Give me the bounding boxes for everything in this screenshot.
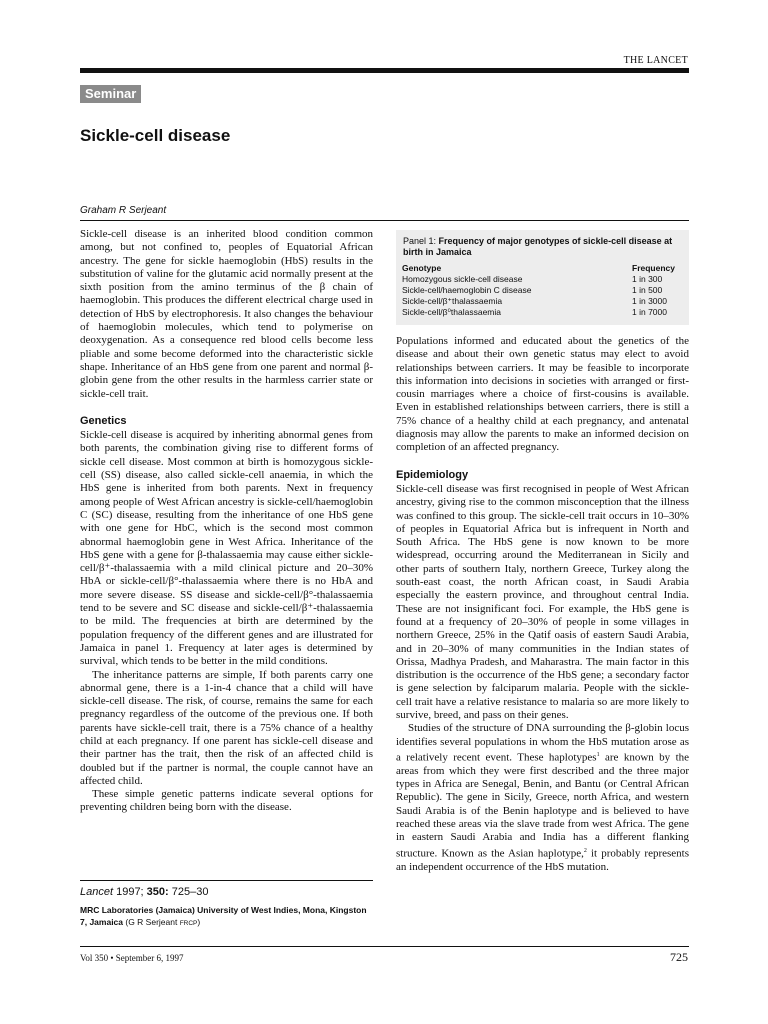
- affiliation-degree: FRCP: [179, 920, 198, 927]
- reference-2-link[interactable]: 2: [583, 847, 587, 854]
- citation-rule: [80, 880, 373, 881]
- page-number: 725: [670, 950, 688, 964]
- section-label: Seminar: [80, 85, 141, 103]
- genetics-heading: Genetics: [80, 414, 127, 427]
- genotype-column-header: Genotype: [402, 263, 442, 273]
- genotype-cell: Sickle-cell/β⁺thalassaemia: [402, 296, 503, 306]
- journal-name: THE LANCET: [623, 55, 688, 66]
- table-row: [402, 285, 682, 296]
- genotype-cell: Sickle-cell/haemoglobin C disease: [402, 285, 532, 295]
- citation-year: 1997;: [113, 886, 147, 898]
- right-column: [396, 335, 689, 874]
- affiliation-person: (G R Serjeant: [123, 917, 180, 927]
- frequency-cell: 1 in 500: [632, 285, 663, 295]
- epi-p2-part-b: are known by the areas from which they were first described and the three major types in Africa are Senegal, Benin, and Bantu (or Central African Republic). The gene in Sicily, Greece, north Africa, and western Saudi Arabia is of the Benin haplotype and is believed to have reached these areas via the slave trade from west Africa. The gene in eastern Saudi Arabia and India has a different flanking structure. Known as the Asian haplotype,: [396, 751, 690, 860]
- citation: [80, 886, 373, 898]
- panel-label: Panel 1:: [403, 236, 439, 246]
- citation-volume: 350:: [146, 886, 169, 898]
- genetics-paragraph-3: These simple genetic patterns indicate several options for preventing children being born with the disease.: [80, 788, 373, 814]
- left-column: [80, 228, 373, 815]
- table-row: [402, 296, 682, 307]
- article-title: Sickle-cell disease: [80, 126, 231, 145]
- panel-caption: [403, 236, 673, 258]
- table-row: [402, 274, 682, 285]
- epi-p2-part-c: it probably represents an independent occurrence of the HbS mutation.: [396, 847, 690, 873]
- table-header-row: [402, 263, 682, 274]
- epidemiology-paragraph-2: [396, 722, 689, 874]
- genetics-paragraph-1: Sickle-cell disease is acquired by inheriting abnormal genes from both parents, the combination giving rise to different forms of sickle cell disease. Most common at birth is homozygous sickle-cell (SS) disease, also called sickle-cell anaemia, in which the HbS gene is inherited from both parents. Next in frequency among people of West African ancestry is sickle-cell/haemoglobin C (SC) disease, resulting from the inheritance of one HbS gene with one gene for HbC, which is the second most common abnormal haemoglobin gene in West Africa. Inheritance of the HbS gene with a gene for β-thalassaemia may cause either sickle-cell/β⁺-thalassaemia with a mild clinical picture and 20–30% HbA or sickle-cell/β°-thalassaemia where there is no HbA and more severe disease. SS disease and sickle-cell/β°-thalassaemia tend to be severe and SC disease and sickle-cell/β⁺-thalassaemia to be mild. The frequencies at birth are determined by the population frequency of the different genes and are illustrated for Jamaica in panel 1. Frequency at later ages is determined by survival, which tends to be better in the mild conditions.: [80, 429, 373, 668]
- author-name: Graham R Serjeant: [80, 205, 167, 216]
- epidemiology-paragraph-1: Sickle-cell disease was first recognised in people of West African ancestry, giving rise to the common misconception that the illness was confined to this group. The sickle-cell trait occurs in 10–30% of peoples in Equatorial Africa but is infrequent in North and South Africa. The HbS gene is now known to be more widespread, occurring around the Mediterranean in Sicily and other parts of southern Italy, northern Greece, Turkey along the south-east coast, the north African coast, in Saudi Arabia especially the eastern province, and throughout central India. These are not insignificant foci. For example, the HbS gene is found at a frequency of 20–30% of people in some villages in northern Greece, 25% in the Qatif oasis of eastern Saudi Arabia, and in 20–30% of many communities in the Indian states of Orissa, Madhya Pradesh, and Maharastra. The main factor in this distribution is the occurrence of the HbS gene; a secondary factor is gene selection by falciparum malaria. People with the sickle-cell trait have a relative resistance to malaria so are more likely to survive, breed, and pass on their genes.: [396, 482, 689, 722]
- epidemiology-heading: Epidemiology: [396, 468, 469, 481]
- genetics-paragraph-2: The inheritance patterns are simple, If both parents carry one abnormal gene, there is a 1-in-4 chance that a child will have sickle-cell disease. The risk, of course, remains the same for each pregnancy regardless of the outcome of the previous one. If both parents have sickle-cell trait, there is a 75% chance of a healthy child at each pregnancy. If one parent has sickle-cell disease and their partner has the trait, then the risk of an affected child is doubled but if the partner is normal, the couple cannot have an affected child.: [80, 668, 373, 787]
- counselling-paragraph: Populations informed and educated about the genetics of the disease and about their own genetic status may elect to avoid relationships between carriers. It may be feasible to incorporate this information into decisions in societies with arranged or first-cousin marriages where a choice of first-cousins is available. Even in established relationships between carriers, there is still a 75% chance of a healthy child at each pregnancy, and antenatal diagnosis may allow the parents to make an informed decision on completion of an affected pregnancy.: [396, 335, 689, 454]
- genotype-cell: Sickle-cell/β⁰thalassaemia: [402, 307, 501, 317]
- citation-journal: Lancet: [80, 886, 114, 898]
- footer-volume-date: Vol 350 • September 6, 1997: [80, 953, 184, 963]
- table-row: [402, 307, 682, 318]
- affiliation: [80, 904, 373, 930]
- header-rule: [80, 68, 689, 73]
- panel-1: [396, 230, 689, 325]
- affiliation-close: ): [197, 917, 201, 927]
- epi-p2-part-a: Studies of the structure of DNA surrounding the β-globin locus identifies several populations in whom the HbS mutation arose as a relatively recent event. These haplotypes: [396, 722, 689, 764]
- footer-rule: [80, 946, 689, 947]
- frequency-cell: 1 in 7000: [632, 307, 667, 317]
- frequency-column-header: Frequency: [632, 263, 675, 273]
- reference-1-link[interactable]: 1: [596, 751, 600, 758]
- author-rule: [80, 220, 689, 221]
- genotype-cell: Homozygous sickle-cell disease: [402, 274, 523, 284]
- affiliation-text: MRC Laboratories (Jamaica) University of West Indies, Mona, Kingston 7, Jamaica: [80, 905, 367, 927]
- panel-caption-text: Frequency of major genotypes of sickle-cell disease at birth in Jamaica: [403, 236, 673, 257]
- frequency-cell: 1 in 3000: [632, 296, 667, 306]
- intro-paragraph: Sickle-cell disease is an inherited blood condition common among, but not confined to, peoples of Equatorial African ancestry. The gene for sickle haemoglobin (HbS) results in the substitution of valine for the glutamic acid normally present at the sixth position from the amino terminus of the β chain of haemoglobin. This produces the different electrical charge used in detection of HbS by electrophoresis. It also changes the behaviour of haemoglobin molecules, which tend to polymerise on deoxygenation. As a consequence red blood cells become less pliable and some become deformed into the characteristic sickle shape. Inheritance of an HbS gene from one parent and normal β-globin gene from the other results in the harmless carrier state or sickle-cell trait.: [80, 228, 373, 400]
- citation-pages: 725–30: [168, 886, 209, 898]
- frequency-cell: 1 in 300: [632, 274, 663, 284]
- genotype-table: [402, 263, 682, 318]
